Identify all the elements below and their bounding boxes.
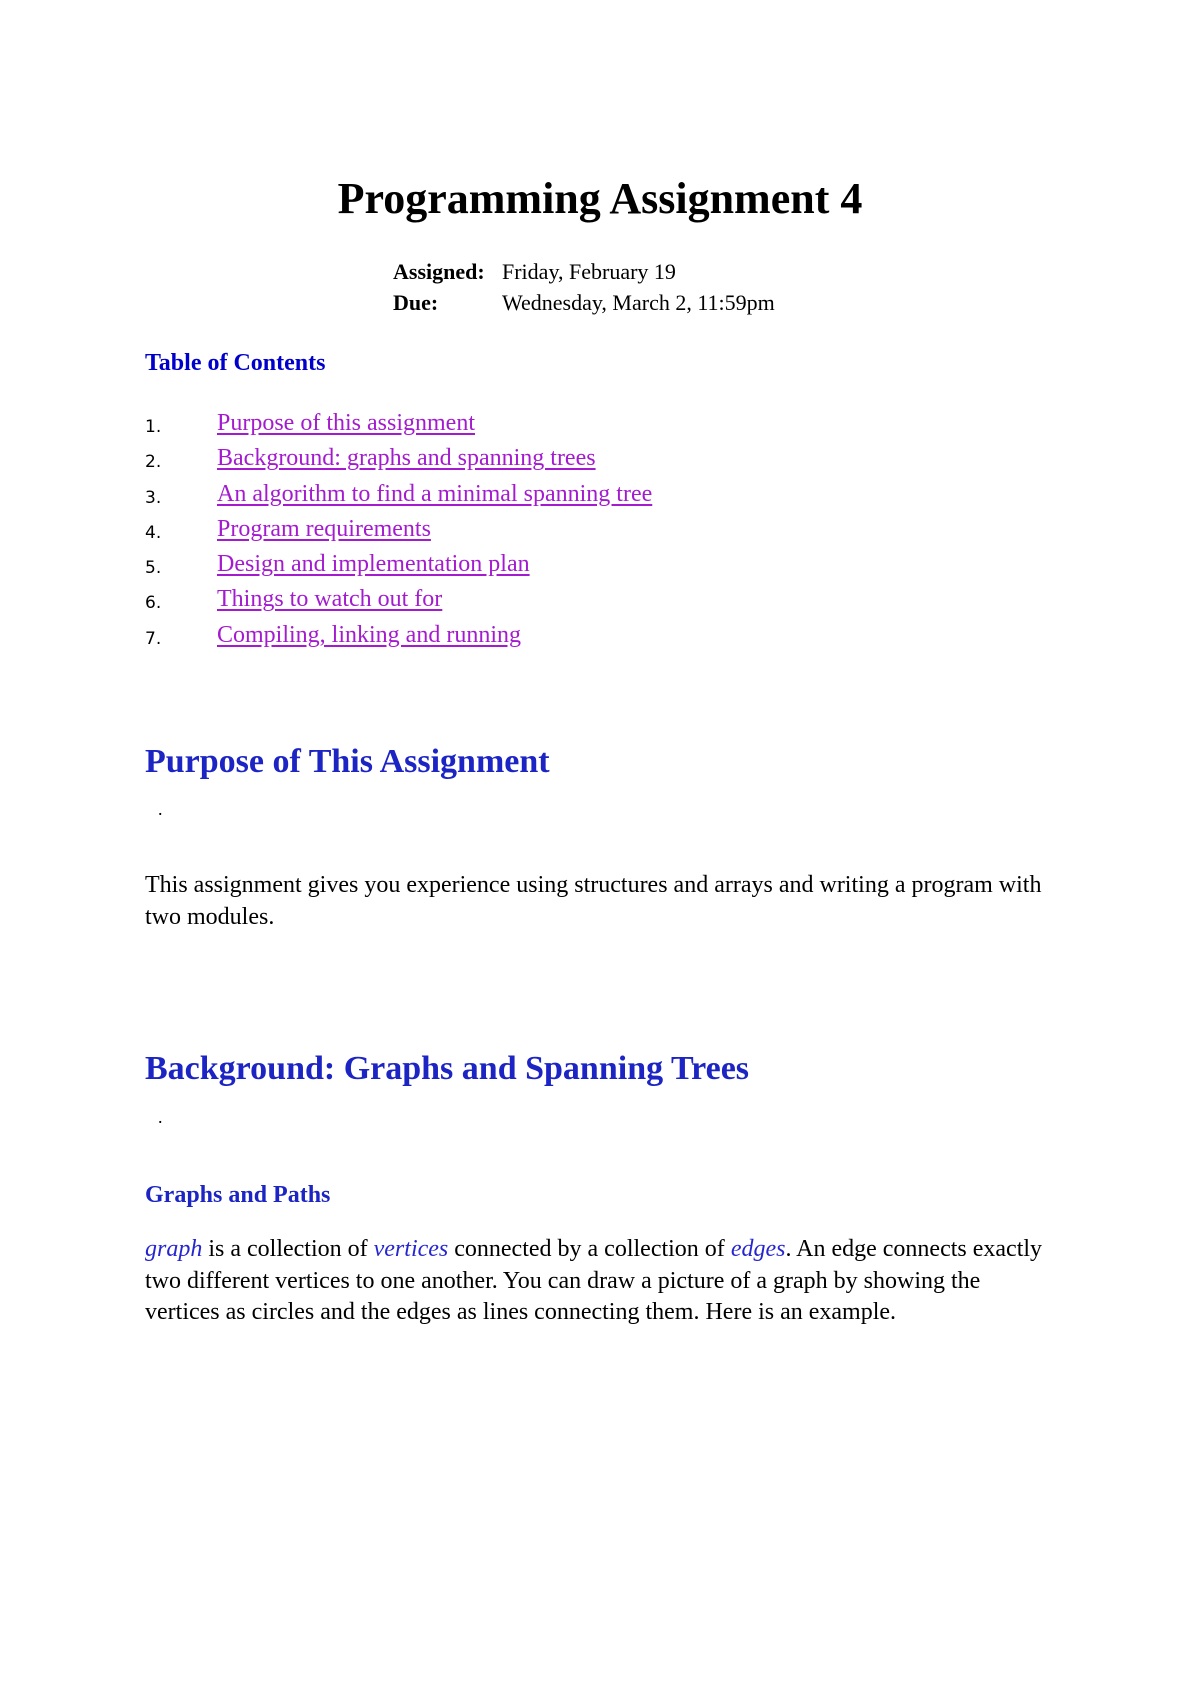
- paragraph-text: is a collection of: [202, 1236, 374, 1262]
- purpose-paragraph: This assignment gives you experience using structures and arrays and writing a program with two modules.: [145, 872, 1042, 930]
- toc-item: [145, 479, 652, 514]
- toc-item: [145, 514, 652, 549]
- page-title: Programming Assignment 4: [337, 174, 863, 223]
- toc-link-requirements[interactable]: Program requirements: [217, 515, 431, 542]
- assigned-label: Assigned:: [393, 259, 485, 284]
- toc-link-design[interactable]: Design and implementation plan: [217, 551, 530, 578]
- assigned-row: [393, 256, 775, 287]
- toc-item: [145, 620, 652, 655]
- toc-item-number: 5.: [145, 558, 162, 579]
- toc-heading: Table of Contents: [145, 350, 326, 376]
- term-edges: edges: [730, 1236, 786, 1262]
- due-label: Due:: [393, 290, 439, 315]
- toc-link-watch-out[interactable]: Things to watch out for: [217, 586, 443, 613]
- toc-item-number: 1.: [145, 417, 162, 437]
- toc-link-purpose[interactable]: Purpose of this assignment: [217, 410, 475, 436]
- toc-item-number: 3.: [145, 487, 162, 508]
- graphs-paths-subheading: Graphs and Paths: [145, 1182, 331, 1208]
- table-of-contents: [145, 408, 652, 655]
- purpose-heading: Purpose of This Assignment: [145, 743, 550, 780]
- toc-item: [145, 584, 652, 619]
- assignment-dates: [393, 256, 775, 318]
- toc-item-number: 6.: [145, 593, 162, 614]
- toc-item: [145, 443, 652, 478]
- background-heading: Background: Graphs and Spanning Trees: [145, 1050, 750, 1087]
- toc-item-number: 2.: [145, 452, 162, 473]
- anchor-dot: .: [158, 1107, 163, 1127]
- term-graph: graph: [145, 1236, 203, 1262]
- toc-link-compiling[interactable]: Compiling, linking and running: [217, 621, 521, 648]
- toc-item-number: 7.: [145, 628, 162, 649]
- toc-item-number: 4.: [145, 522, 162, 543]
- paragraph-text: . An edge connects exactly two different vertices to one another. You can draw a picture of a graph by showing the vertices as circles and the edges as lines connecting them. Here is an example.: [145, 1236, 1043, 1325]
- toc-link-algorithm[interactable]: An algorithm to find a minimal spanning tree: [217, 480, 653, 507]
- term-vertices: vertices: [373, 1236, 449, 1262]
- anchor-dot: .: [158, 799, 163, 819]
- toc-item: [145, 549, 652, 584]
- due-row: [393, 287, 775, 318]
- paragraph-text: connected by a collection of: [448, 1236, 731, 1262]
- toc-item: [145, 408, 652, 443]
- assigned-value: Friday, February 19: [502, 259, 676, 284]
- graph-definition-paragraph: [145, 1234, 1055, 1329]
- due-value: Wednesday, March 2, 11:59pm: [502, 290, 775, 315]
- toc-link-background[interactable]: Background: graphs and spanning trees: [217, 445, 596, 472]
